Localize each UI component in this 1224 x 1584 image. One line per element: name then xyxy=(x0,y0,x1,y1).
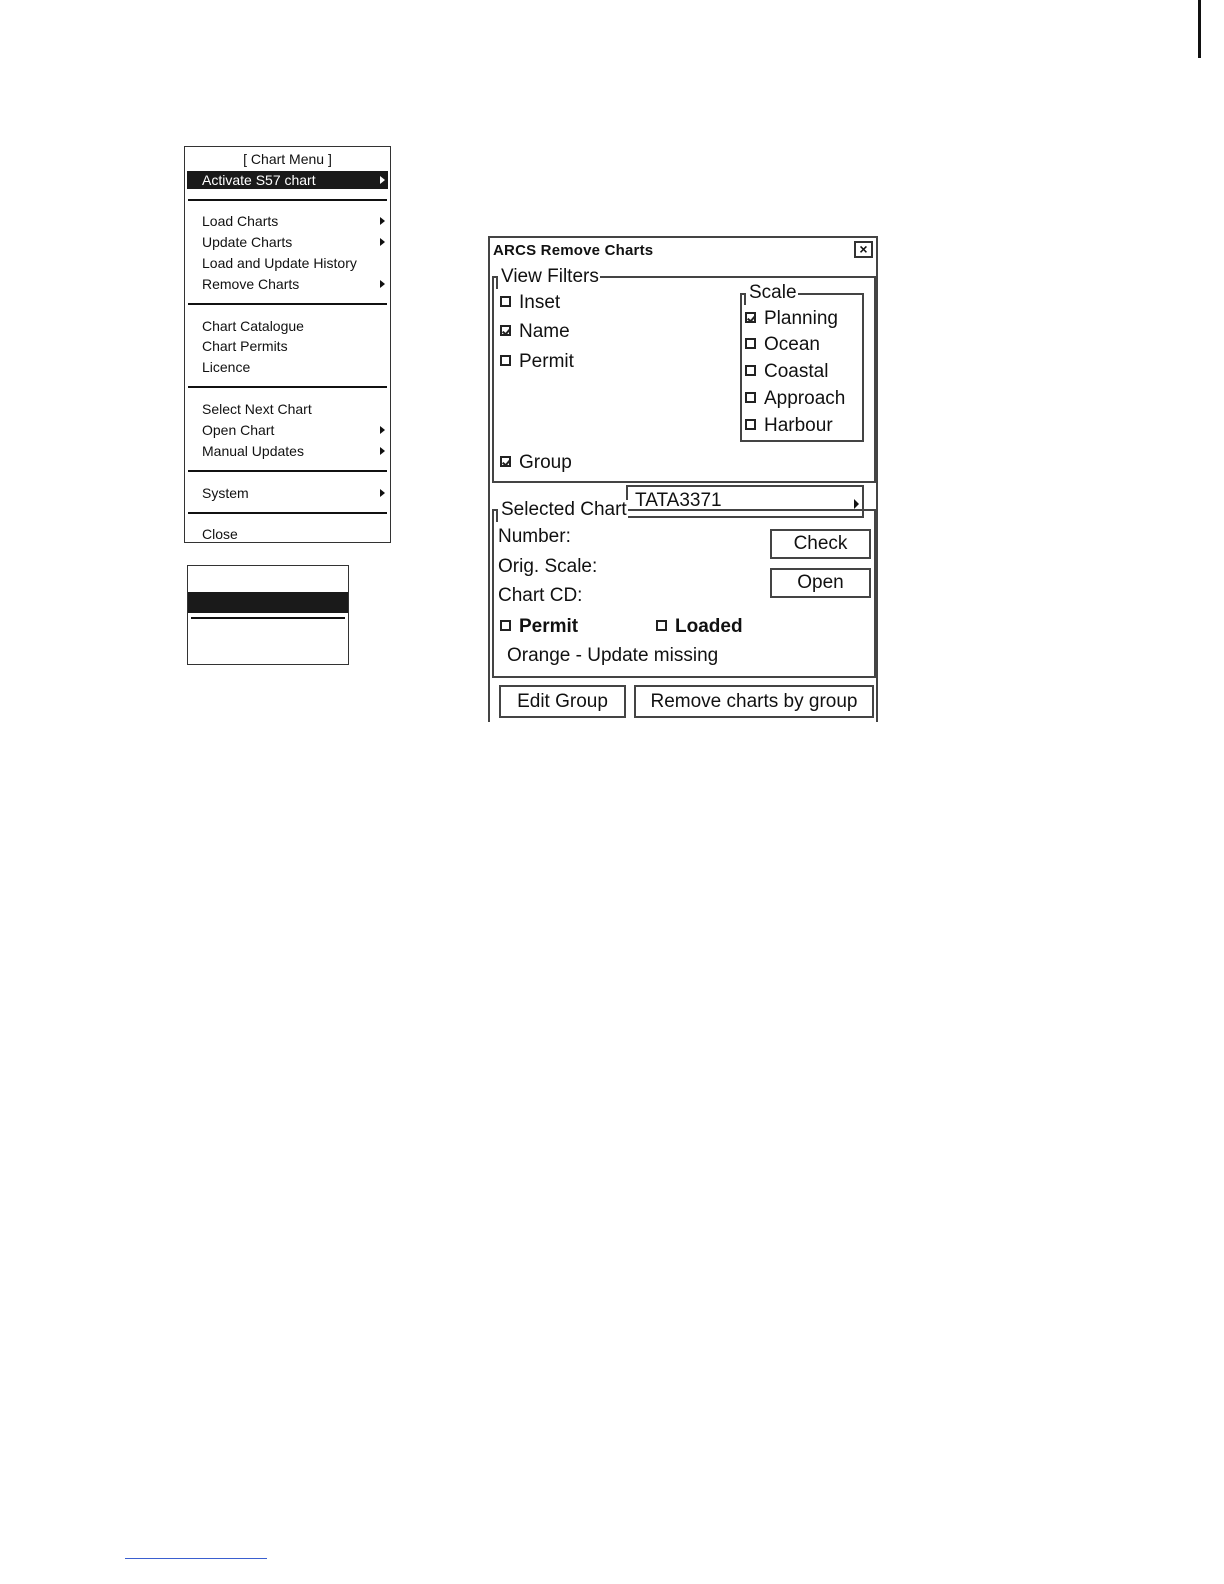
menu-item-label: Update Charts xyxy=(202,234,293,250)
menu-separator xyxy=(188,512,387,514)
submenu-arrow-icon xyxy=(380,176,385,184)
menu-item-label: Select Next Chart xyxy=(202,401,312,417)
check-button[interactable]: Check xyxy=(770,529,871,559)
page-edge-line xyxy=(1198,0,1201,58)
orig-scale-label: Orig. Scale: xyxy=(498,556,598,577)
edit-group-button[interactable]: Edit Group xyxy=(499,685,626,718)
open-button[interactable]: Open xyxy=(770,568,871,598)
menu-separator xyxy=(188,470,387,472)
status-note: Orange - Update missing xyxy=(507,645,719,666)
highlight-bar xyxy=(188,592,348,613)
menu-legend-box xyxy=(187,565,349,665)
menu-item-label: Chart Catalogue xyxy=(202,318,304,334)
menu-item-licence[interactable] xyxy=(187,358,388,376)
checkbox-box xyxy=(745,338,756,349)
checkbox-box xyxy=(500,456,511,467)
ocean-label: Ocean xyxy=(764,334,820,355)
approach-label: Approach xyxy=(764,388,846,409)
inset-checkbox[interactable] xyxy=(500,292,560,314)
permit-checkbox[interactable] xyxy=(500,616,578,638)
menu-item-load-and-update-history[interactable] xyxy=(187,254,388,272)
menu-item-label: Load Charts xyxy=(202,213,279,229)
close-icon[interactable]: × xyxy=(854,241,873,258)
menu-item-label: Load and Update History xyxy=(202,255,357,271)
checkbox-box xyxy=(656,620,667,631)
menu-separator xyxy=(188,303,387,305)
menu-item-select-next-chart[interactable] xyxy=(187,400,388,418)
menu-item-manual-updates[interactable] xyxy=(187,442,388,460)
menu-item-load-charts[interactable] xyxy=(187,212,388,230)
selected-chart-legend: Selected Chart xyxy=(498,500,628,520)
group-select-value: TATA3371 xyxy=(635,490,722,511)
loaded-checkbox[interactable] xyxy=(656,616,743,638)
checkbox-box xyxy=(500,355,511,366)
checkbox-box xyxy=(745,312,756,323)
menu-item-update-charts[interactable] xyxy=(187,233,388,251)
number-label: Number: xyxy=(498,526,571,547)
menu-item-label: Manual Updates xyxy=(202,443,304,459)
permit-filter-checkbox[interactable] xyxy=(500,351,574,373)
submenu-arrow-icon xyxy=(380,489,385,497)
scale-group xyxy=(740,282,864,442)
submenu-arrow-icon xyxy=(380,447,385,455)
checkbox-box xyxy=(745,392,756,403)
menu-item-label: Chart Permits xyxy=(202,338,288,354)
name-label: Name xyxy=(519,321,570,342)
menu-item-activate-s57-chart[interactable] xyxy=(187,171,388,189)
separator-line xyxy=(191,617,345,619)
menu-item-label: Remove Charts xyxy=(202,276,300,292)
arcs-remove-charts-dialog xyxy=(488,236,878,722)
coastal-checkbox[interactable] xyxy=(745,361,828,383)
checkbox-box xyxy=(500,296,511,307)
dialog-title: ARCS Remove Charts xyxy=(493,242,654,259)
checkbox-box xyxy=(500,325,511,336)
harbour-checkbox[interactable] xyxy=(745,415,833,437)
menu-item-chart-permits[interactable] xyxy=(187,337,388,355)
menu-item-close[interactable] xyxy=(187,525,388,543)
menu-item-system[interactable] xyxy=(187,484,388,502)
menu-item-label: Activate S57 chart xyxy=(202,172,316,188)
permit-filter-label: Permit xyxy=(519,351,574,372)
coastal-label: Coastal xyxy=(764,361,829,382)
menu-item-label: Licence xyxy=(202,359,251,375)
menu-separator xyxy=(188,386,387,388)
dropdown-arrow-icon xyxy=(854,499,859,509)
chart-menu-title: [ Chart Menu ] xyxy=(243,151,332,167)
chart-menu xyxy=(184,146,391,543)
name-checkbox[interactable] xyxy=(500,321,570,343)
group-label: Group xyxy=(519,452,572,473)
menu-item-remove-charts[interactable] xyxy=(187,275,388,293)
remove-charts-by-group-button[interactable]: Remove charts by group xyxy=(634,685,874,718)
menu-item-label: Close xyxy=(202,526,238,542)
submenu-arrow-icon xyxy=(380,238,385,246)
menu-item-chart-catalogue[interactable] xyxy=(187,317,388,335)
menu-separator xyxy=(188,199,387,201)
permit-label: Permit xyxy=(519,616,579,637)
menu-item-label: System xyxy=(202,485,249,501)
loaded-label: Loaded xyxy=(675,616,743,637)
menu-item-open-chart[interactable] xyxy=(187,421,388,439)
submenu-arrow-icon xyxy=(380,217,385,225)
harbour-label: Harbour xyxy=(764,415,833,436)
checkbox-box xyxy=(745,365,756,376)
submenu-arrow-icon xyxy=(380,280,385,288)
ocean-checkbox[interactable] xyxy=(745,334,820,356)
scale-legend: Scale xyxy=(746,283,798,303)
checkbox-box xyxy=(745,419,756,430)
checkbox-box xyxy=(500,620,511,631)
view-filters-legend: View Filters xyxy=(498,267,600,287)
submenu-arrow-icon xyxy=(380,426,385,434)
chart-cd-label: Chart CD: xyxy=(498,585,583,606)
approach-checkbox[interactable] xyxy=(745,388,845,410)
inset-label: Inset xyxy=(519,292,561,313)
footer-link-underline xyxy=(125,1558,267,1559)
group-checkbox[interactable] xyxy=(500,452,572,474)
planning-checkbox[interactable] xyxy=(745,308,838,330)
menu-item-label: Open Chart xyxy=(202,422,275,438)
planning-label: Planning xyxy=(764,308,838,329)
